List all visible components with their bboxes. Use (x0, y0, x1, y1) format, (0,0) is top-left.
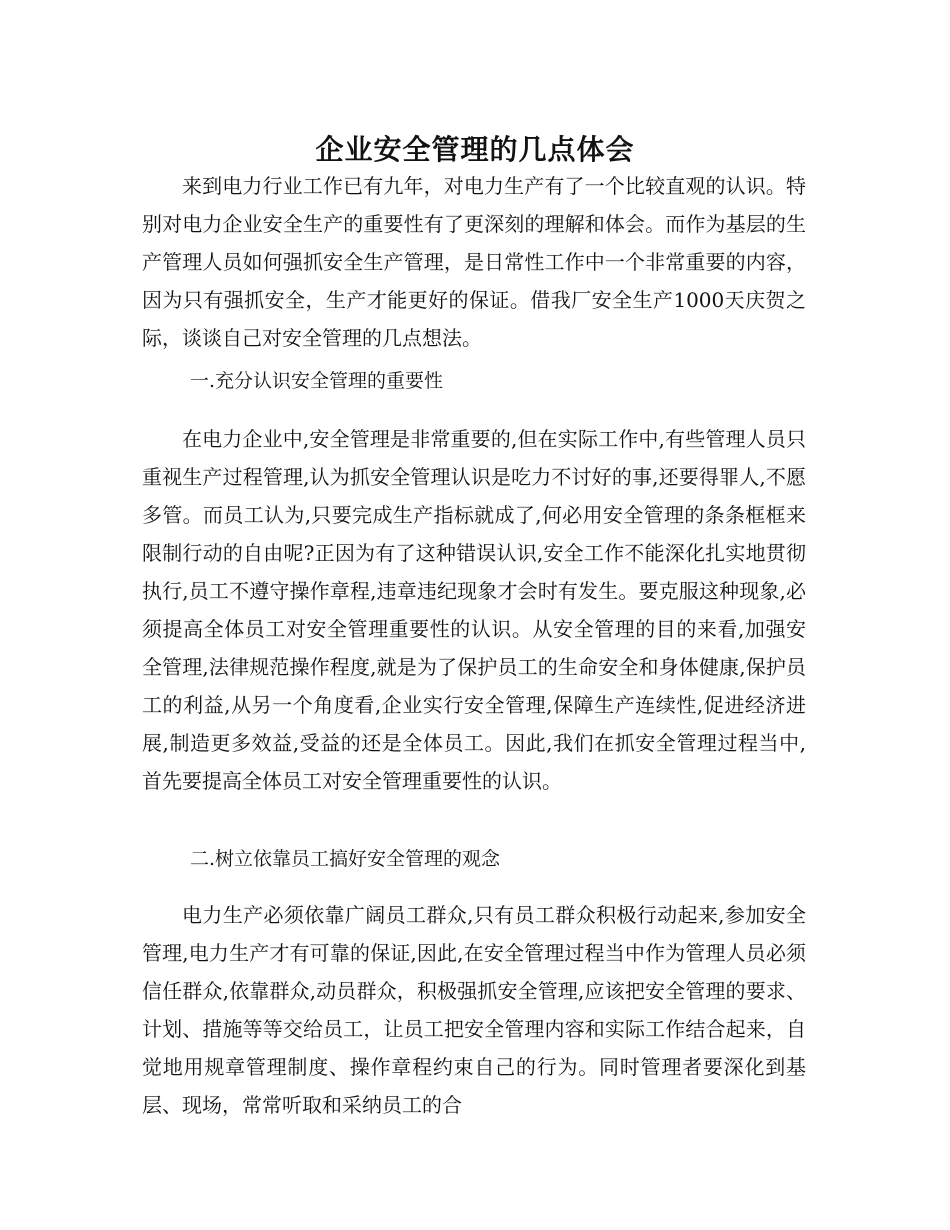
paragraph-intro: 来到电力行业工作已有九年，对电力生产有了一个比较直观的认识。特别对电力企业安全生产的重要性有了更深刻的理解和体会。而作为基层的生产管理人员如何强抓安全生产管理，是日常性工作中一个非常重要的内容，因为只有强抓安全，生产才能更好的保证。借我厂安全生产1000天庆贺之际，谈谈自己对安全管理的几点想法。 (142, 174, 806, 350)
paragraph-section-2: 电力生产必须依靠广阔员工群众,只有员工群众积极行动起来,参加安全管理,电力生产才有可靠的保证,因此,在安全管理过程当中作为管理人员必须信任群众,依靠群众,动员群众，积极强抓安全管理,应该把安全管理的要求、计划、措施等等交给员工，让员工把安全管理内容和实际工作结合起来，自觉地用规章管理制度、操作章程约束自己的行为。同时管理者要深化到基层、现场，常常听取和采纳员工的合 (142, 903, 806, 1117)
section-heading-1: 一.充分认识安全管理的重要性 (190, 370, 444, 392)
section-heading-2: 二.树立依靠员工搞好安全管理的观念 (190, 848, 501, 870)
paragraph-section-1: 在电力企业中,安全管理是非常重要的,但在实际工作中,有些管理人员只重视生产过程管理,认为抓安全管理认识是吃力不讨好的事,还要得罪人,不愿多管。而员工认为,只要完成生产指标就成了,何必用安全管理的条条框框来限制行动的自由呢?正因为有了这种错误认识,安全工作不能深化扎实地贯彻执行,员工不遵守操作章程,违章违纪现象才会时有发生。要克服这种现象,必须提高全体员工对安全管理重要性的认识。从安全管理的目的来看,加强安全管理,法律规范操作程度,就是为了保护员工的生命安全和身体健康,保护员工的利益,从另一个角度看,企业实行安全管理,保障生产连续性,促进经济进展,制造更多效益,受益的还是全体员工。因此,我们在抓安全管理过程当中,首先要提高全体员工对安全管理重要性的认识。 (142, 427, 806, 793)
document-title: 企业安全管理的几点体会 (315, 132, 635, 166)
